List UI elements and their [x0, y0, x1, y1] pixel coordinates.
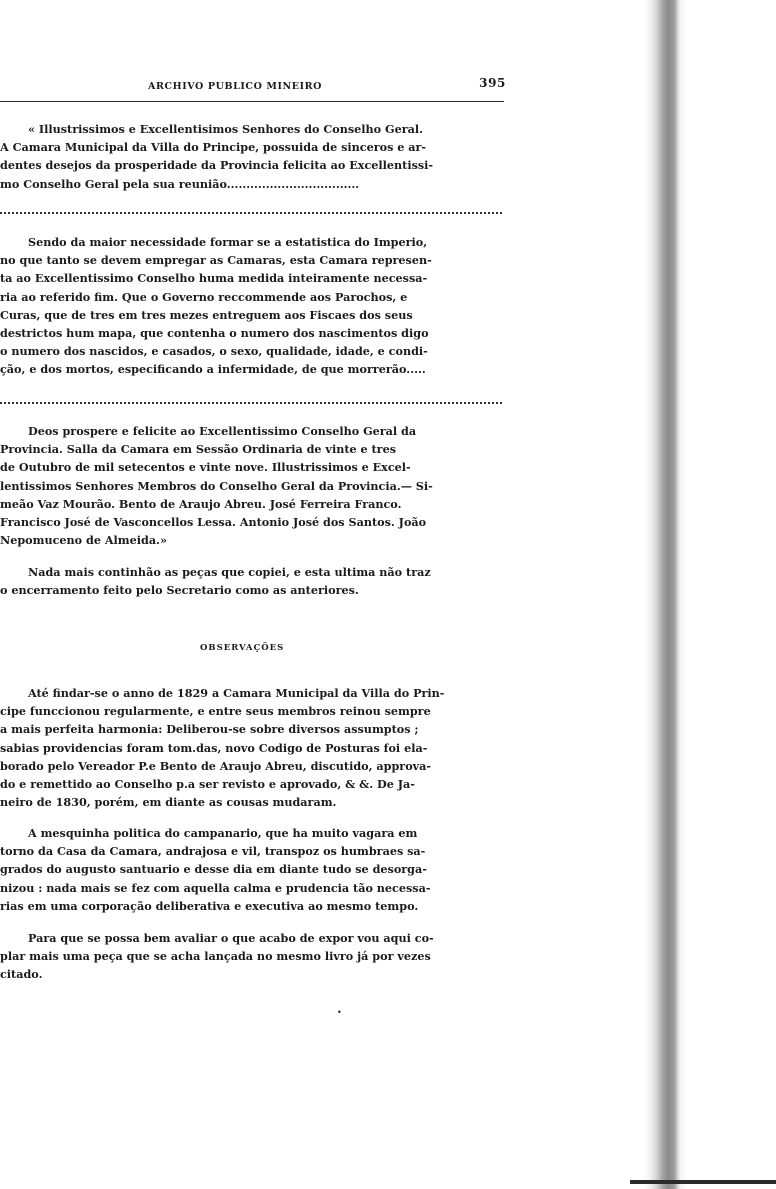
header-rule	[0, 101, 504, 102]
text-line: cipe funccionou regularmente, e entre seus membros reinou sempre	[0, 704, 431, 719]
running-header	[148, 76, 506, 94]
binding-gutter	[644, 0, 776, 1189]
text-line: ção, e dos mortos, especificando a infermidade, de que morrerão.....	[0, 362, 426, 377]
text-line: de Outubro de mil setecentos e vinte nove. Illustrissimos e Excel-	[0, 460, 411, 475]
text-line: Provincia. Salla da Camara em Sessão Ordinaria de vinte e tres	[0, 442, 396, 457]
text-line: Até findar-se o anno de 1829 a Camara Municipal da Villa do Prin-	[28, 686, 445, 700]
text-line: Nepomuceno de Almeida.»	[0, 533, 167, 548]
text-line: o numero dos nascidos, e casados, o sexo, qualidade, idade, e condi-	[0, 344, 428, 359]
text-line: neiro de 1830, porém, em diante as cousas mudaram.	[0, 795, 337, 810]
paragraph-note	[0, 563, 504, 599]
text-line: o encerramento feito pelo Secretario como as anteriores.	[0, 583, 359, 598]
text-line: borado pelo Vereador P.e Bento de Araujo Abreu, discutido, approva-	[0, 758, 432, 773]
text-line: nizou : nada mais se fez com aquella calma e prudencia tão necessa-	[0, 880, 431, 895]
paragraph-observations-1	[0, 684, 504, 811]
dotted-leader	[0, 212, 502, 214]
text-line: do e remettido ao Conselho p.a ser revisto e aprovado, & &. De Ja-	[0, 776, 415, 791]
text-line: citado.	[0, 967, 43, 982]
text-line: meão Vaz Mourão. Bento de Araujo Abreu. José Ferreira Franco.	[0, 496, 402, 511]
text-line: no que tanto se devem empregar as Camaras, esta Camara represen-	[0, 253, 432, 268]
paragraph-observations-2	[0, 824, 504, 915]
text-line: « Illustrissimos e Excellentisimos Senhores do Conselho Geral.	[28, 122, 423, 136]
ornament-dot: •	[337, 1008, 342, 1017]
text-line: Para que se possa bem avaliar o que acabo de expor vou aqui co-	[28, 931, 434, 945]
text-line: ria ao referido fim. Que o Governo reccommende aos Parochos, e	[0, 289, 408, 304]
text-line: plar mais uma peça que se acha lançada no mesmo livro já por vezes	[0, 949, 431, 964]
page-number: 395	[479, 76, 506, 90]
bottom-rule	[630, 1180, 776, 1184]
text-line: dentes desejos da prosperidade da Provincia felicita ao Excellentissi-	[0, 158, 434, 173]
text-line: grados do augusto santuario e desse dia em diante tudo se desorga-	[0, 862, 427, 877]
text-line: sabias providencias foram tom.das, novo Codigo de Posturas foi ela-	[0, 740, 428, 755]
text-line: Francisco José de Vasconcellos Lessa. Antonio José dos Santos. João	[0, 514, 427, 529]
text-line: torno da Casa da Camara, andrajosa e vil, transpoz os humbraes sa-	[0, 844, 426, 859]
text-line: ta ao Excellentissimo Conselho huma medida inteiramente necessa-	[0, 271, 428, 286]
paragraph-statistics	[0, 233, 504, 379]
paragraph-closing	[0, 422, 504, 549]
text-line: Sendo da maior necessidade formar se a estatistica do Imperio,	[28, 235, 428, 249]
paragraph-greeting	[0, 120, 504, 193]
text-line: Deos prospere e felicite ao Excellentissimo Conselho Geral da	[28, 424, 417, 438]
text-line: rias em uma corporação deliberativa e executiva ao mesmo tempo.	[0, 898, 419, 913]
text-line: Curas, que de tres em tres mezes entreguem aos Fiscaes dos seus	[0, 307, 413, 322]
text-line: a mais perfeita harmonia: Deliberou-se sobre diversos assumptos ;	[0, 722, 419, 737]
text-line: A mesquinha politica do campanario, que ha muito vagara em	[28, 826, 418, 840]
header-title: ARCHIVO PUBLICO MINEIRO	[148, 81, 323, 92]
dotted-leader	[0, 402, 502, 404]
text-line: destrictos hum mapa, que contenha o numero dos nascimentos digo	[0, 325, 429, 340]
text-line: Nada mais continhão as peças que copiei, e esta ultima não traz	[28, 565, 431, 579]
paragraph-observations-3	[0, 929, 504, 984]
text-line: A Camara Municipal da Villa do Principe, possuida de sinceros e ar-	[0, 140, 427, 155]
text-line: lentissimos Senhores Membros do Conselho Geral da Provincia.— Si-	[0, 478, 433, 493]
section-title: OBSERVAÇÕES	[200, 643, 285, 653]
text-line: mo Conselho Geral pela sua reunião..................................	[0, 176, 360, 191]
